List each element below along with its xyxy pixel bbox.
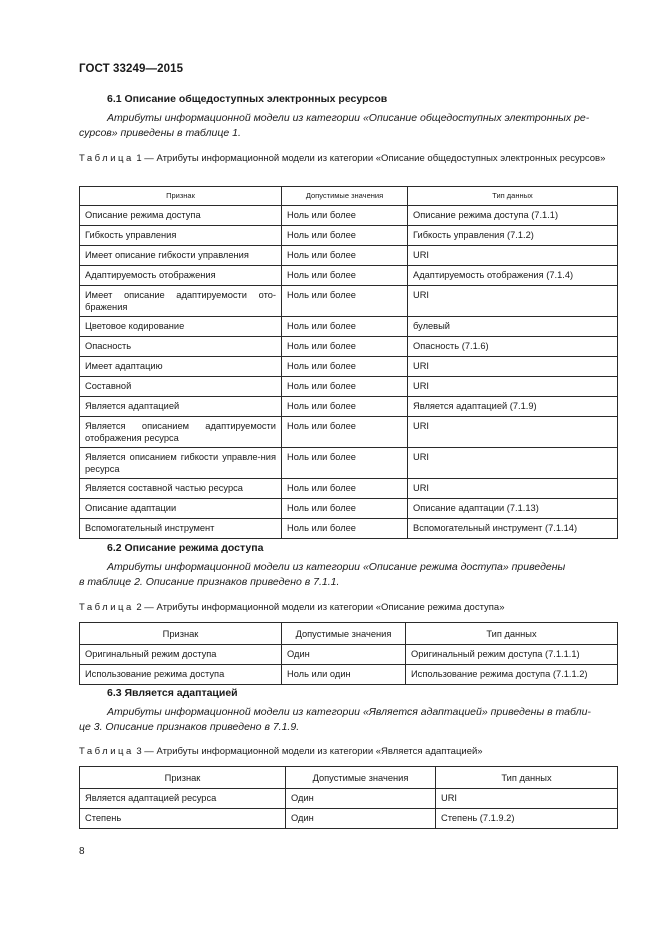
table-cell: URI <box>408 357 618 377</box>
table-row <box>80 519 618 539</box>
document-header: ГОСТ 33249—2015 <box>79 63 184 75</box>
section-6-3-paragraph <box>79 705 615 735</box>
table-cell: URI <box>408 479 618 499</box>
caption-text: 1 — Атрибуты информационной модели из категории «Описание общедоступных электронных ресурсов» <box>133 153 606 164</box>
table-cell: URI <box>408 377 618 397</box>
table-row <box>80 645 618 665</box>
table-cell: URI <box>408 246 618 266</box>
table-cell: Использование режима доступа (7.1.1.2) <box>406 665 618 685</box>
table-cell: URI <box>408 286 618 317</box>
table-row <box>80 397 618 417</box>
caption-word: Таблица <box>79 602 134 613</box>
section-6-2-paragraph <box>79 560 615 590</box>
table-cell: Имеет описание гибкости управления <box>80 246 282 266</box>
column-header: Тип данных <box>436 767 618 789</box>
table-row <box>80 286 618 317</box>
paragraph-line: Атрибуты информационной модели из категории «Описание общедоступных электронных ре- <box>107 112 590 124</box>
table-row <box>80 226 618 246</box>
table-cell: булевый <box>408 317 618 337</box>
table-cell: Ноль или более <box>282 226 408 246</box>
table-cell: Описание адаптации (7.1.13) <box>408 499 618 519</box>
table-1 <box>79 186 618 539</box>
table-row <box>80 499 618 519</box>
table-cell: Ноль или более <box>282 286 408 317</box>
table-cell: Ноль или более <box>282 448 408 479</box>
table-cell: Имеет адаптацию <box>80 357 282 377</box>
column-header: Допустимые значения <box>286 767 436 789</box>
paragraph-line: сурсов» приведены в таблице 1. <box>79 127 241 139</box>
table-cell: Описание режима доступа <box>80 206 282 226</box>
table-cell: Является адаптацией (7.1.9) <box>408 397 618 417</box>
table-cell: Степень <box>80 809 286 829</box>
table-cell: Ноль или более <box>282 397 408 417</box>
table-cell: Имеет описание адаптируемости ото-бражения <box>80 286 282 317</box>
table-cell: Ноль или более <box>282 337 408 357</box>
table-row <box>80 266 618 286</box>
table-cell: Оригинальный режим доступа (7.1.1.1) <box>406 645 618 665</box>
paragraph-line: Атрибуты информационной модели из категории «Описание режима доступа» приведены <box>107 561 566 573</box>
section-6-3-heading: 6.3 Является адаптацией <box>107 687 238 699</box>
column-header: Признак <box>80 767 286 789</box>
table-cell: Является описанием адаптируемости отображения ресурса <box>80 417 282 448</box>
table-cell: Степень (7.1.9.2) <box>436 809 618 829</box>
table-cell: Гибкость управления <box>80 226 282 246</box>
table-row <box>80 206 618 226</box>
table-cell: Использование режима доступа <box>80 665 282 685</box>
table-header-row <box>80 187 618 206</box>
caption-text: 3 — Атрибуты информационной модели из категории «Является адаптацией» <box>133 746 483 757</box>
table-cell: Опасность <box>80 337 282 357</box>
table-cell: Цветовое кодирование <box>80 317 282 337</box>
table-cell: URI <box>408 417 618 448</box>
table-row <box>80 448 618 479</box>
table-cell: URI <box>436 789 618 809</box>
table-cell: Ноль или более <box>282 266 408 286</box>
table-cell: Ноль или более <box>282 317 408 337</box>
column-header: Допустимые значения <box>282 187 408 206</box>
table-cell: Ноль или более <box>282 246 408 266</box>
table-cell: Описание режима доступа (7.1.1) <box>408 206 618 226</box>
table-cell: Вспомогательный инструмент <box>80 519 282 539</box>
table-cell: URI <box>408 448 618 479</box>
table-cell: Является адаптацией <box>80 397 282 417</box>
table-row <box>80 789 618 809</box>
table-cell: Гибкость управления (7.1.2) <box>408 226 618 246</box>
table-cell: Ноль или более <box>282 206 408 226</box>
table-cell: Адаптируемость отображения <box>80 266 282 286</box>
table-cell: Оригинальный режим доступа <box>80 645 282 665</box>
table-cell: Вспомогательный инструмент (7.1.14) <box>408 519 618 539</box>
table-cell: Ноль или более <box>282 479 408 499</box>
table-row <box>80 377 618 397</box>
paragraph-line: це 3. Описание признаков приведено в 7.1.9. <box>79 721 300 733</box>
table-cell: Один <box>282 645 406 665</box>
table-cell: Опасность (7.1.6) <box>408 337 618 357</box>
table-cell: Является адаптацией ресурса <box>80 789 286 809</box>
table-row <box>80 417 618 448</box>
table-cell: Является составной частью ресурса <box>80 479 282 499</box>
table-cell: Ноль или более <box>282 377 408 397</box>
table-row <box>80 479 618 499</box>
table-header-row <box>80 767 618 789</box>
paragraph-line: Атрибуты информационной модели из категории «Является адаптацией» приведены в табли- <box>107 706 591 718</box>
section-6-1-paragraph <box>79 111 615 141</box>
table-row <box>80 246 618 266</box>
page-number: 8 <box>79 846 85 857</box>
table-row <box>80 665 618 685</box>
table-cell: Составной <box>80 377 282 397</box>
table-row <box>80 317 618 337</box>
table-2-caption <box>79 601 615 614</box>
paragraph-line: в таблице 2. Описание признаков приведено в 7.1.1. <box>79 576 340 588</box>
table-cell: Адаптируемость отображения (7.1.4) <box>408 266 618 286</box>
table-3 <box>79 766 618 829</box>
table-cell: Ноль или более <box>282 357 408 377</box>
table-cell: Один <box>286 809 436 829</box>
section-6-1-heading: 6.1 Описание общедоступных электронных ресурсов <box>107 93 388 105</box>
column-header: Допустимые значения <box>282 623 406 645</box>
column-header: Признак <box>80 187 282 206</box>
table-cell: Один <box>286 789 436 809</box>
table-cell: Ноль или более <box>282 519 408 539</box>
column-header: Тип данных <box>408 187 618 206</box>
table-1-caption <box>79 152 615 165</box>
table-3-caption <box>79 745 615 758</box>
table-cell: Является описанием гибкости управле-ния ресурса <box>80 448 282 479</box>
table-row <box>80 809 618 829</box>
column-header: Признак <box>80 623 282 645</box>
caption-text: 2 — Атрибуты информационной модели из категории «Описание режима доступа» <box>133 602 505 613</box>
table-cell: Описание адаптации <box>80 499 282 519</box>
table-2 <box>79 622 618 685</box>
section-6-2-heading: 6.2 Описание режима доступа <box>107 542 264 554</box>
caption-word: Таблица <box>79 153 134 164</box>
column-header: Тип данных <box>406 623 618 645</box>
table-cell: Ноль или более <box>282 499 408 519</box>
caption-word: Таблица <box>79 746 134 757</box>
table-header-row <box>80 623 618 645</box>
table-cell: Ноль или более <box>282 417 408 448</box>
table-row <box>80 357 618 377</box>
table-row <box>80 337 618 357</box>
table-cell: Ноль или один <box>282 665 406 685</box>
